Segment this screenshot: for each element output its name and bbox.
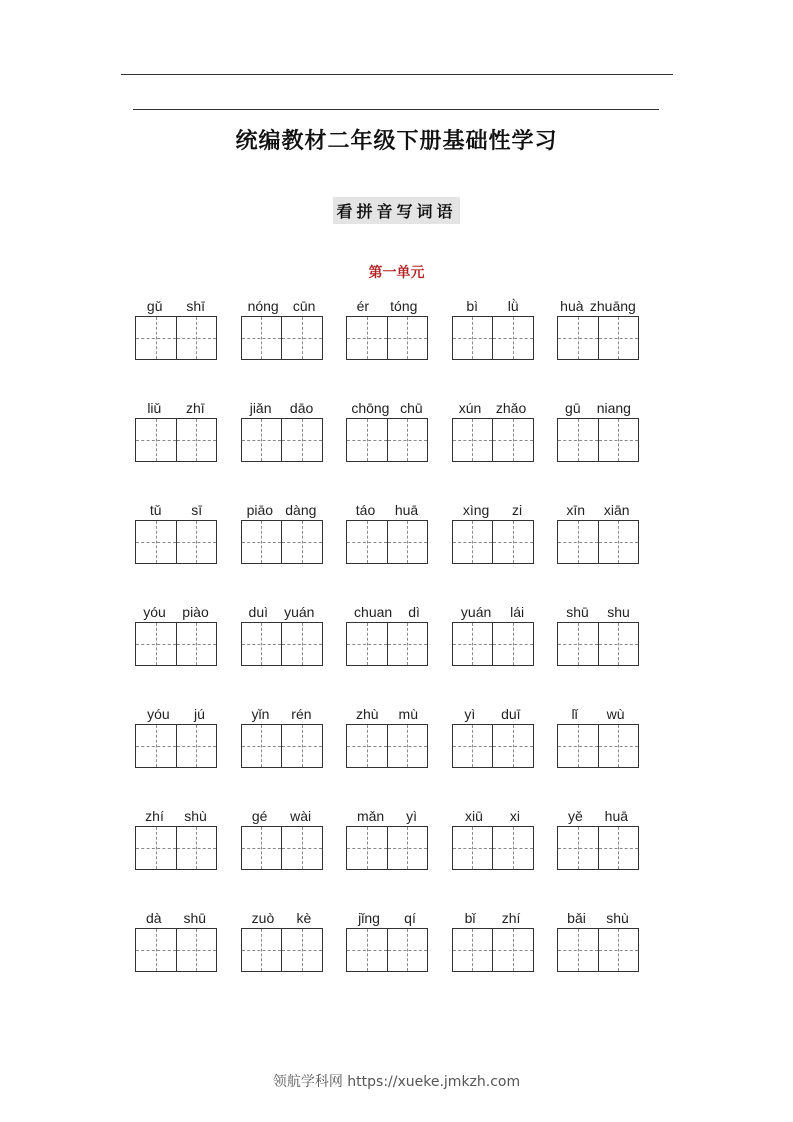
word-item [241, 700, 323, 768]
pinyin-label [452, 394, 534, 418]
pinyin-syllable: dāo [289, 400, 314, 416]
pinyin-syllable: wù [606, 706, 625, 722]
pinyin-label [135, 394, 217, 418]
pinyin-label [346, 904, 428, 928]
tianzige-box[interactable] [176, 827, 217, 869]
tianzige-box[interactable] [242, 317, 282, 359]
word-item [135, 496, 217, 564]
word-item [557, 394, 639, 462]
pinyin-label [135, 496, 217, 520]
writing-boxes [557, 928, 639, 972]
writing-boxes [346, 928, 428, 972]
tianzige-box[interactable] [176, 317, 217, 359]
pinyin-syllable: huā [604, 808, 629, 824]
pinyin-syllable: duī [501, 706, 521, 722]
writing-boxes [346, 826, 428, 870]
pinyin-syllable: lǜ [507, 298, 519, 314]
pinyin-syllable: rén [291, 706, 312, 722]
word-item [452, 292, 534, 360]
pinyin-syllable: zi [512, 502, 523, 518]
tianzige-box[interactable] [387, 827, 428, 869]
tianzige-box[interactable] [492, 725, 533, 767]
word-item [452, 394, 534, 462]
pinyin-syllable: gǔ [146, 298, 163, 314]
writing-boxes [135, 826, 217, 870]
pinyin-syllable: dàng [285, 502, 317, 518]
tianzige-box[interactable] [492, 827, 533, 869]
tianzige-box[interactable] [558, 827, 598, 869]
writing-boxes [241, 316, 323, 360]
pinyin-label [557, 292, 639, 316]
writing-boxes [452, 928, 534, 972]
word-item [346, 904, 428, 972]
pinyin-label [557, 496, 639, 520]
pinyin-label [241, 700, 323, 724]
writing-boxes [346, 418, 428, 462]
tianzige-box[interactable] [176, 623, 217, 665]
tianzige-box[interactable] [347, 419, 387, 461]
unit-heading: 第一单元 [368, 265, 425, 281]
word-item [557, 292, 639, 360]
footer-watermark: 领航学科网 https://xueke.jmkzh.com [272, 1074, 521, 1090]
pinyin-syllable: táo [355, 502, 376, 518]
writing-boxes [557, 316, 639, 360]
tianzige-box[interactable] [492, 623, 533, 665]
word-item [241, 598, 323, 666]
word-item [346, 496, 428, 564]
word-item [452, 904, 534, 972]
tianzige-box[interactable] [598, 419, 639, 461]
pinyin-syllable: chuan [354, 604, 393, 620]
pinyin-syllable: bì [466, 298, 479, 314]
word-item [452, 700, 534, 768]
tianzige-box[interactable] [281, 725, 322, 767]
header-rule [133, 109, 659, 110]
pinyin-syllable: yóu [143, 604, 166, 620]
pinyin-writing-grid [135, 292, 655, 972]
tianzige-box[interactable] [136, 419, 176, 461]
tianzige-box[interactable] [136, 725, 176, 767]
writing-boxes [135, 724, 217, 768]
pinyin-syllable: xún [458, 400, 482, 416]
pinyin-label [135, 802, 217, 826]
word-item [346, 394, 428, 462]
tianzige-box[interactable] [387, 725, 428, 767]
writing-boxes [557, 826, 639, 870]
writing-boxes [557, 724, 639, 768]
pinyin-syllable: niang [596, 400, 631, 416]
tianzige-box[interactable] [598, 317, 639, 359]
word-item [135, 292, 217, 360]
tianzige-box[interactable] [281, 929, 322, 971]
tianzige-box[interactable] [347, 623, 387, 665]
tianzige-box[interactable] [558, 317, 598, 359]
tianzige-box[interactable] [242, 521, 282, 563]
tianzige-box[interactable] [387, 419, 428, 461]
pinyin-syllable: lái [510, 604, 525, 620]
pinyin-syllable: tóng [390, 298, 418, 314]
pinyin-label [135, 292, 217, 316]
pinyin-syllable: dì [408, 604, 420, 620]
pinyin-syllable: mù [398, 706, 418, 722]
pinyin-label [452, 496, 534, 520]
pinyin-syllable: mǎn [356, 808, 385, 824]
tianzige-box[interactable] [387, 623, 428, 665]
pinyin-label [557, 700, 639, 724]
tianzige-box[interactable] [492, 419, 533, 461]
pinyin-syllable: ér [356, 298, 370, 314]
tianzige-box[interactable] [453, 419, 493, 461]
pinyin-syllable: sī [191, 502, 203, 518]
writing-boxes [135, 418, 217, 462]
writing-boxes [557, 418, 639, 462]
tianzige-box[interactable] [492, 929, 533, 971]
tianzige-box[interactable] [492, 317, 533, 359]
pinyin-syllable: huā [394, 502, 419, 518]
writing-boxes [135, 520, 217, 564]
tianzige-box[interactable] [558, 521, 598, 563]
tianzige-box[interactable] [598, 521, 639, 563]
pinyin-label [557, 394, 639, 418]
tianzige-box[interactable] [242, 827, 282, 869]
tianzige-box[interactable] [387, 929, 428, 971]
pinyin-syllable: zuò [251, 910, 275, 926]
pinyin-label [135, 904, 217, 928]
word-item [557, 598, 639, 666]
writing-boxes [346, 622, 428, 666]
pinyin-syllable: qí [404, 910, 416, 926]
word-item [135, 394, 217, 462]
writing-boxes [557, 520, 639, 564]
pinyin-syllable: zhí [145, 808, 164, 824]
pinyin-syllable: nóng [247, 298, 279, 314]
pinyin-syllable: shī [186, 298, 206, 314]
pinyin-syllable: dà [145, 910, 162, 926]
word-item [241, 496, 323, 564]
pinyin-label [241, 802, 323, 826]
writing-boxes [452, 622, 534, 666]
pinyin-syllable: jú [193, 706, 205, 722]
word-item [346, 802, 428, 870]
pinyin-syllable: piāo [246, 502, 274, 518]
tianzige-box[interactable] [387, 521, 428, 563]
tianzige-box[interactable] [281, 419, 322, 461]
word-item [135, 904, 217, 972]
tianzige-box[interactable] [347, 827, 387, 869]
word-item [241, 904, 323, 972]
pinyin-syllable: zhǎo [495, 400, 527, 416]
pinyin-label [452, 802, 534, 826]
pinyin-label [557, 802, 639, 826]
pinyin-label [346, 292, 428, 316]
pinyin-label [241, 598, 323, 622]
pinyin-label [557, 598, 639, 622]
tianzige-box[interactable] [281, 623, 322, 665]
pinyin-label [346, 496, 428, 520]
word-item [557, 700, 639, 768]
tianzige-box[interactable] [347, 929, 387, 971]
document-title: 统编教材二年级下册基础性学习 [235, 128, 558, 154]
pinyin-syllable: liǔ [147, 400, 162, 416]
pinyin-syllable: xi [509, 808, 520, 824]
pinyin-syllable: kè [296, 910, 312, 926]
tianzige-box[interactable] [176, 521, 217, 563]
pinyin-syllable: xiū [464, 808, 483, 824]
tianzige-box[interactable] [281, 827, 322, 869]
pinyin-syllable: xìng [462, 502, 490, 518]
pinyin-syllable: shū [183, 910, 207, 926]
tianzige-box[interactable] [136, 521, 176, 563]
writing-boxes [346, 316, 428, 360]
tianzige-box[interactable] [598, 929, 639, 971]
tianzige-box[interactable] [136, 929, 176, 971]
tianzige-box[interactable] [281, 521, 322, 563]
pinyin-syllable: yóu [147, 706, 170, 722]
pinyin-syllable: gū [565, 400, 581, 416]
writing-boxes [452, 724, 534, 768]
pinyin-label [346, 802, 428, 826]
tianzige-box[interactable] [136, 317, 176, 359]
pinyin-syllable: zhuāng [589, 298, 636, 314]
pinyin-syllable: cūn [292, 298, 316, 314]
pinyin-syllable: duì [248, 604, 268, 620]
pinyin-label [241, 292, 323, 316]
tianzige-box[interactable] [598, 725, 639, 767]
pinyin-label [135, 700, 217, 724]
pinyin-label [346, 700, 428, 724]
tianzige-box[interactable] [242, 725, 282, 767]
pinyin-label [346, 394, 428, 418]
writing-boxes [135, 316, 217, 360]
word-item [135, 598, 217, 666]
pinyin-syllable: zhù [355, 706, 379, 722]
tianzige-box[interactable] [558, 725, 598, 767]
pinyin-syllable: xīn [566, 502, 586, 518]
pinyin-syllable: yì [464, 706, 476, 722]
tianzige-box[interactable] [558, 419, 598, 461]
pinyin-label [452, 292, 534, 316]
tianzige-box[interactable] [453, 725, 493, 767]
pinyin-label [135, 598, 217, 622]
tianzige-box[interactable] [558, 929, 598, 971]
pinyin-syllable: shū [566, 604, 589, 620]
tianzige-box[interactable] [598, 827, 639, 869]
tianzige-box[interactable] [387, 317, 428, 359]
tianzige-box[interactable] [347, 725, 387, 767]
pinyin-label [452, 904, 534, 928]
word-item [557, 904, 639, 972]
word-item [346, 700, 428, 768]
writing-boxes [135, 928, 217, 972]
pinyin-label [241, 394, 323, 418]
tianzige-box[interactable] [453, 827, 493, 869]
pinyin-label [557, 904, 639, 928]
tianzige-box[interactable] [242, 929, 282, 971]
tianzige-box[interactable] [347, 317, 387, 359]
pinyin-syllable: bǐ [464, 910, 476, 926]
writing-boxes [241, 928, 323, 972]
writing-boxes [452, 418, 534, 462]
pinyin-label [241, 904, 323, 928]
word-item [557, 802, 639, 870]
pinyin-syllable: yuán [460, 604, 492, 620]
tianzige-box[interactable] [176, 929, 217, 971]
subtitle-container [0, 197, 793, 224]
pinyin-syllable: yě [567, 808, 583, 824]
tianzige-box[interactable] [453, 623, 493, 665]
tianzige-box[interactable] [492, 521, 533, 563]
tianzige-box[interactable] [136, 827, 176, 869]
pinyin-syllable: lǐ [571, 706, 578, 722]
pinyin-syllable: zhí [501, 910, 521, 926]
pinyin-syllable: jǐng [358, 910, 380, 926]
tianzige-box[interactable] [281, 317, 322, 359]
word-item [346, 292, 428, 360]
tianzige-box[interactable] [558, 623, 598, 665]
tianzige-box[interactable] [453, 317, 493, 359]
tianzige-box[interactable] [453, 521, 493, 563]
pinyin-syllable: bǎi [567, 910, 586, 926]
tianzige-box[interactable] [598, 623, 639, 665]
pinyin-syllable: jiǎn [249, 400, 272, 416]
pinyin-syllable: gé [251, 808, 268, 824]
pinyin-syllable: yì [406, 808, 418, 824]
pinyin-syllable: yuán [284, 604, 315, 620]
writing-boxes [241, 418, 323, 462]
tianzige-box[interactable] [136, 623, 176, 665]
pinyin-label [452, 700, 534, 724]
pinyin-syllable: tǔ [149, 502, 162, 518]
pinyin-syllable: xiān [603, 502, 630, 518]
word-item [452, 802, 534, 870]
writing-boxes [452, 826, 534, 870]
writing-boxes [346, 724, 428, 768]
tianzige-box[interactable] [242, 623, 282, 665]
pinyin-syllable: shù [184, 808, 207, 824]
pinyin-syllable: piào [182, 604, 209, 620]
word-item [557, 496, 639, 564]
pinyin-syllable: zhī [185, 400, 205, 416]
section-subtitle: 看拼音写词语 [333, 197, 459, 224]
writing-boxes [241, 724, 323, 768]
writing-boxes [135, 622, 217, 666]
writing-boxes [346, 520, 428, 564]
writing-boxes [452, 316, 534, 360]
pinyin-syllable: huà [560, 298, 584, 314]
top-rule [121, 74, 673, 75]
pinyin-syllable: chōng [351, 400, 390, 416]
writing-boxes [241, 826, 323, 870]
word-item [135, 802, 217, 870]
word-item [346, 598, 428, 666]
pinyin-label [452, 598, 534, 622]
pinyin-syllable: shu [607, 604, 630, 620]
pinyin-syllable: wài [290, 808, 312, 824]
writing-boxes [241, 622, 323, 666]
tianzige-box[interactable] [347, 521, 387, 563]
word-item [241, 394, 323, 462]
writing-boxes [241, 520, 323, 564]
pinyin-syllable: yǐn [251, 706, 270, 722]
word-item [135, 700, 217, 768]
tianzige-box[interactable] [242, 419, 282, 461]
tianzige-box[interactable] [453, 929, 493, 971]
writing-boxes [557, 622, 639, 666]
pinyin-label [346, 598, 428, 622]
pinyin-syllable: shù [606, 910, 629, 926]
word-item [241, 802, 323, 870]
pinyin-syllable: chū [400, 400, 423, 416]
tianzige-box[interactable] [176, 419, 217, 461]
word-item [452, 598, 534, 666]
word-item [452, 496, 534, 564]
tianzige-box[interactable] [176, 725, 217, 767]
word-item [241, 292, 323, 360]
writing-boxes [452, 520, 534, 564]
pinyin-label [241, 496, 323, 520]
